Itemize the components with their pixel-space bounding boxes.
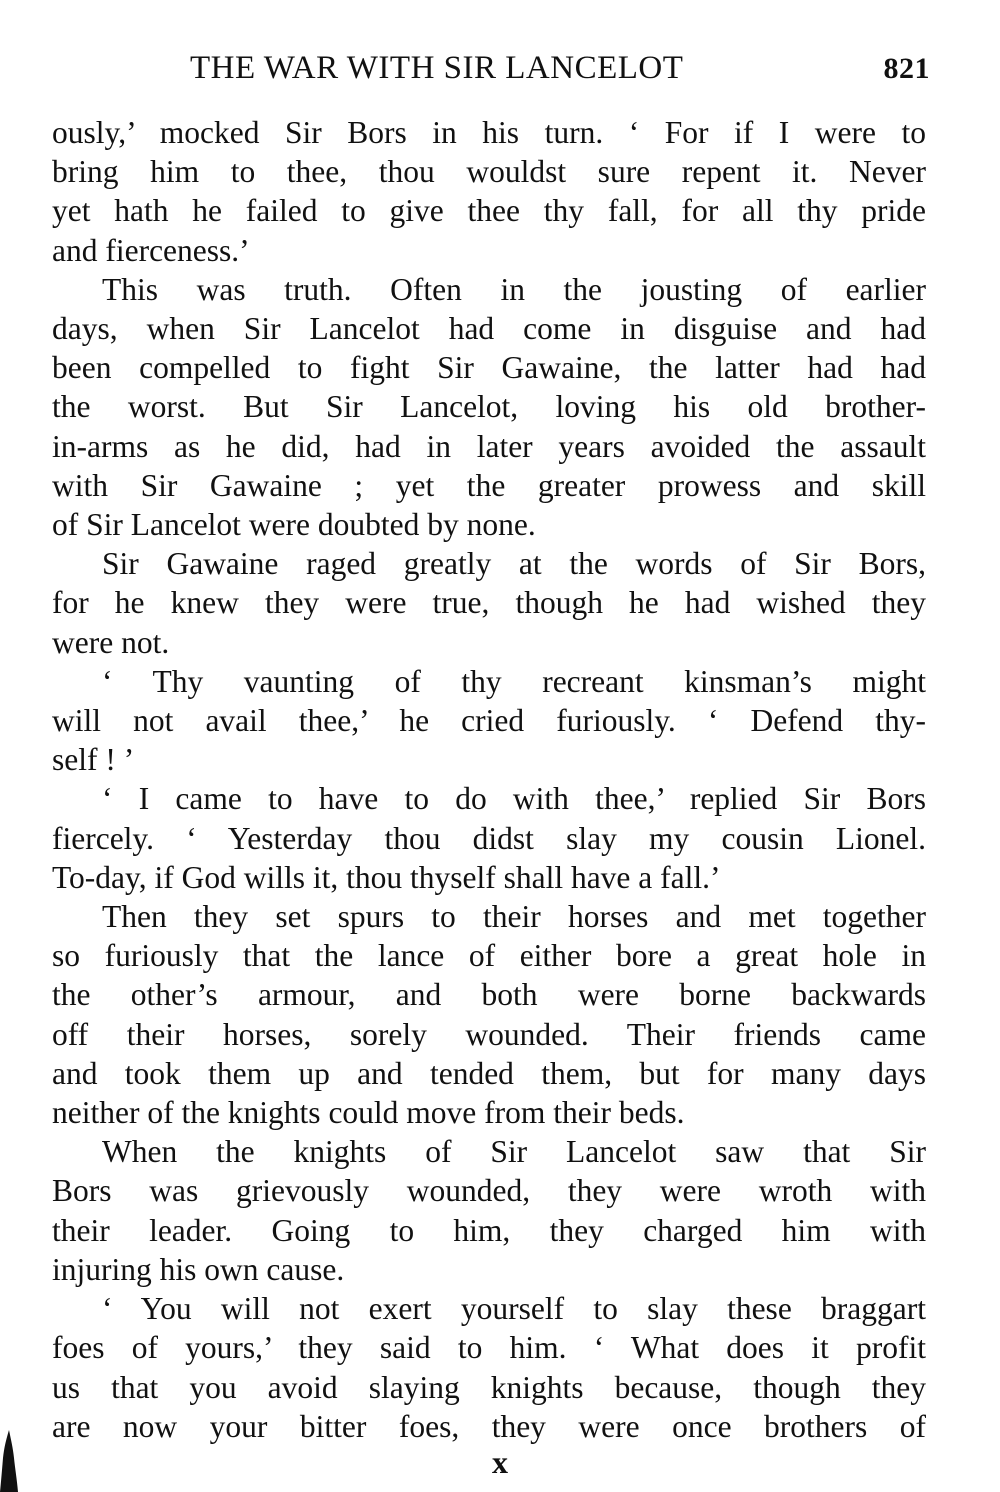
text-line: and fierceness.’	[52, 232, 250, 268]
text-line: When the knights of Sir Lancelot saw that Sir	[102, 1134, 926, 1170]
text-line: ‘ I came to have to do with thee,’ replied Sir Bors	[102, 781, 926, 817]
text-line: the worst. But Sir Lancelot, loving his old brother-	[52, 389, 926, 425]
paragraph	[52, 897, 926, 1132]
text-line: days, when Sir Lancelot had come in disguise and had	[52, 311, 926, 347]
text-line: ‘ Thy vaunting of thy recreant kinsman’s might	[102, 663, 926, 699]
text-line: off their horses, sorely wounded. Their friends came	[52, 1016, 926, 1052]
body-text	[52, 113, 926, 1446]
paragraph	[52, 544, 926, 662]
text-line: in-arms as he did, had in later years avoided the assault	[52, 428, 926, 464]
signature-mark: x	[492, 1444, 508, 1480]
text-line: and took them up and tended them, but for many days	[52, 1055, 926, 1091]
text-line: so furiously that the lance of either bore a great hole in	[52, 938, 926, 974]
text-line: ously,’ mocked Sir Bors in his turn. ‘ For if I were to	[52, 115, 926, 150]
text-line: were not.	[52, 624, 170, 660]
text-line: foes of yours,’ they said to him. ‘ What does it profit	[52, 1330, 926, 1366]
text-line: are now your bitter foes, they were once brothers of	[52, 1408, 926, 1444]
text-line: their leader. Going to him, they charged him with	[52, 1212, 926, 1248]
text-line: ‘ You will not exert yourself to slay these braggart	[102, 1291, 926, 1327]
text-line: Then they set spurs to their horses and met together	[102, 899, 926, 935]
text-line: with Sir Gawaine ; yet the greater prowess and skill	[52, 467, 926, 503]
text-line: injuring his own cause.	[52, 1251, 345, 1287]
paragraph	[52, 113, 926, 270]
text-line: Sir Gawaine raged greatly at the words of Sir Bors,	[102, 546, 926, 582]
paragraph	[52, 1289, 926, 1446]
text-line: of Sir Lancelot were doubted by none.	[52, 507, 536, 543]
text-line: Bors was grievously wounded, they were wroth with	[52, 1173, 926, 1209]
text-line: fiercely. ‘ Yesterday thou didst slay my cousin Lionel.	[52, 820, 926, 856]
paragraph	[52, 779, 926, 897]
paragraph	[52, 662, 926, 780]
text-line: To-day, if God wills it, thou thyself shall have a fall.’	[52, 859, 721, 895]
text-line: yet hath he failed to give thee thy fall, for all thy pride	[52, 193, 926, 229]
running-header	[190, 50, 930, 87]
page-number: 821	[883, 52, 930, 85]
text-line: the other’s armour, and both were borne backwards	[52, 977, 926, 1013]
text-line: neither of the knights could move from their beds.	[52, 1095, 685, 1131]
text-line: This was truth. Often in the jousting of earlier	[102, 271, 926, 307]
text-line: us that you avoid slaying knights because, though they	[52, 1369, 926, 1405]
paragraph	[52, 270, 926, 544]
text-line: for he knew they were true, though he had wished they	[52, 585, 926, 621]
text-line: will not avail thee,’ he cried furiously. ‘ Defend thy-	[52, 703, 926, 739]
paragraph	[52, 1132, 926, 1289]
bookmark-ribbon-icon	[0, 1430, 18, 1492]
running-title: THE WAR WITH SIR LANCELOT	[190, 50, 684, 86]
text-line: been compelled to fight Sir Gawaine, the latter had had	[52, 350, 926, 386]
text-line: self ! ’	[52, 742, 135, 778]
text-line: bring him to thee, thou wouldst sure repent it. Never	[52, 154, 926, 190]
